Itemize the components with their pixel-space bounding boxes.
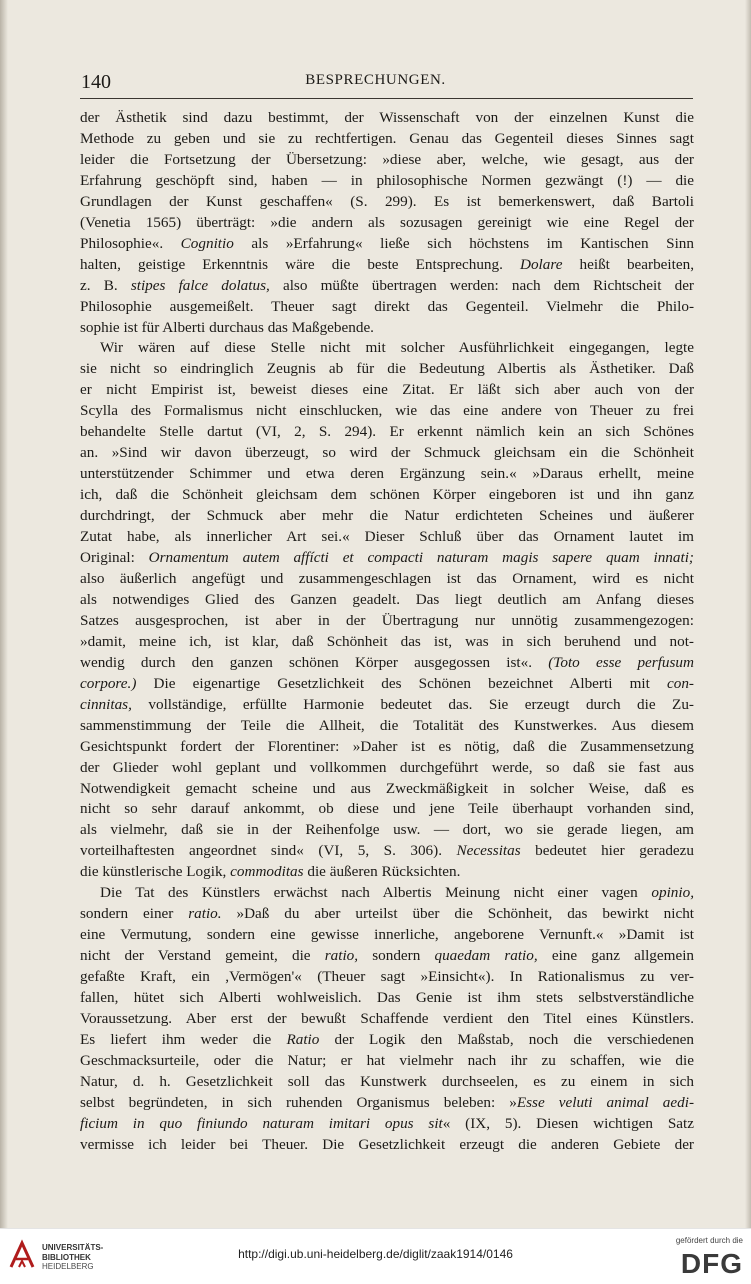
text-segment: sie nicht so eindringlich Zeugnis ab für die Bedeutung Albertis als Ästhetiker. Daß xyxy=(80,360,694,378)
text-segment: unterstützender Schimmer und etwa deren Ergänzung sein.« »Daraus erhellt, meine xyxy=(80,465,694,483)
text-line xyxy=(80,737,694,758)
text-segment: als vielmehr, daß sie in der Reihenfolge usw. — dort, wo sie gerade liegen, am xyxy=(80,821,694,839)
text-line xyxy=(80,338,694,359)
italic-text-segment: ratio, xyxy=(324,947,359,965)
text-line xyxy=(80,653,694,674)
text-line xyxy=(80,799,694,820)
italic-text-segment: ficium in quo finiundo naturam imitari opus sit xyxy=(80,1114,443,1132)
text-segment: Die Tat des Künstlers erwächst nach Albertis Meinung nicht einer vagen xyxy=(100,884,652,902)
text-segment: Wir wären auf diese Stelle nicht mit solcher Ausführlichkeit eingegangen, legte xyxy=(100,339,694,357)
text-line xyxy=(80,1072,694,1093)
text-segment: Grundlagen der Kunst geschaffen« (S. 299). Es ist bemerkenswert, daß Bartoli xyxy=(80,192,694,210)
italic-text-segment: (Toto esse perfusum xyxy=(548,653,694,671)
text-line xyxy=(80,485,694,506)
text-segment: er nicht Empirist ist, beweist dieses eine Zitat. Er läßt sich aber auch von der xyxy=(80,381,694,399)
text-line xyxy=(80,1093,694,1114)
text-segment: vermisse ich leider bei Theuer. Die Gesetzlichkeit erzeugt die anderen Gebiete der xyxy=(80,1135,694,1153)
page-edge-right xyxy=(745,0,751,1228)
text-segment: eine Vermutung, sondern eine gewisse innerliche, angeborene Vernunft.« »Damit ist xyxy=(80,926,694,944)
text-segment: eine ganz allgemein xyxy=(537,947,695,965)
dfg-logo[interactable]: DFG xyxy=(680,1248,743,1279)
text-line xyxy=(80,171,694,192)
text-segment: leider die Fortsetzung der Übersetzung: »diese aber, welche, wie gesagt, aus der xyxy=(80,150,694,168)
text-line xyxy=(80,1114,694,1135)
text-segment: heißt bearbeiten, xyxy=(562,255,694,273)
text-segment: die äußeren Rücksichten. xyxy=(303,863,461,881)
text-line xyxy=(80,967,694,988)
text-line xyxy=(80,213,694,234)
text-line xyxy=(80,611,694,632)
text-segment: z. B. xyxy=(80,276,131,294)
text-line xyxy=(80,1051,694,1072)
italic-text-segment: Dolare xyxy=(519,255,563,273)
text-segment: Die eigenartige Gesetzlichkeit des Schönen bezeichnet Alberti mit xyxy=(136,674,667,692)
text-line xyxy=(80,422,694,443)
text-segment: fallen, hütet sich Alberti wohlweislich. Das Genie ist ihm stets selbstverständliche xyxy=(80,989,694,1007)
text-segment: gefaßte Kraft, ein ,Vermögen'« (Theuer sagt »Einsicht«). In Rationalismus zu ver- xyxy=(80,968,694,986)
text-line xyxy=(80,716,694,737)
funding-label: gefördert durch die xyxy=(675,1236,743,1245)
text-segment: Original: xyxy=(80,549,149,567)
text-segment: selbst begründeten, in sich ruhenden Organismus beleben: » xyxy=(80,1093,517,1111)
text-segment: Methode zu geben und sie zu rechtfertigen. Genau das Gegenteil dieses Sinnes sagt xyxy=(80,129,694,147)
italic-text-segment: ratio. xyxy=(188,905,222,923)
text-segment: Satzes ausgesprochen, ist aber in der Übertragung nur unnötig zusammengezogen: xyxy=(80,611,694,629)
text-line xyxy=(80,758,694,779)
text-segment: Natur, d. h. Gesetzlichkeit soll das Kunstwerk durchseelen, es zu einem in sich xyxy=(80,1072,694,1090)
text-segment: also müßte übertragen werden: nach dem Richtscheit der xyxy=(269,276,694,294)
text-line xyxy=(80,297,694,318)
text-line xyxy=(80,1135,694,1156)
text-line xyxy=(80,359,694,380)
text-segment: also äußerlich angefügt und zusammengeschlagen ist das Ornament, wird es nicht xyxy=(80,569,694,587)
text-line xyxy=(80,527,694,548)
library-name-line2: BIBLIOTHEK xyxy=(42,1252,91,1262)
text-segment: « (IX, 5). Diesen wichtigen Satz xyxy=(442,1114,694,1132)
italic-text-segment: commoditas xyxy=(230,863,304,881)
text-segment: Zutat habe, als innerlicher Art sei.« Dieser Schluß über das Ornament lautet im xyxy=(80,528,694,546)
text-segment: der Ästhetik sind dazu bestimmt, der Wissenschaft von der einzelnen Kunst die xyxy=(80,109,694,126)
text-line xyxy=(80,401,694,422)
text-line xyxy=(80,255,694,276)
text-segment: Voraussetzung. Aber erst der bewußt Schaffende verdient den Titel eines Künstlers. xyxy=(80,1009,694,1027)
text-line xyxy=(80,925,694,946)
italic-text-segment: Esse veluti animal aedi- xyxy=(516,1093,694,1111)
header-rule xyxy=(80,98,693,99)
page-number: 140 xyxy=(81,71,111,93)
text-line xyxy=(80,883,694,904)
text-line xyxy=(80,108,694,129)
text-line xyxy=(80,674,694,695)
library-name-line1: UNIVERSITÄTS- xyxy=(42,1243,104,1252)
text-segment: sophie ist für Alberti durchaus das Maßgebende. xyxy=(80,318,374,336)
text-segment: behandelte Stelle dartut (VI, 2, S. 294). Er erkennt nämlich kein an sich Schönes xyxy=(80,423,694,441)
text-segment: Notwendigkeit gemacht scheine und aus Zweckmäßigkeit in solcher Weise, daß es xyxy=(80,779,694,797)
italic-text-segment: stipes falce dolatus, xyxy=(130,276,270,294)
text-line xyxy=(80,695,694,716)
text-segment: »Daß du aber urteilst über die Schönheit, das bewirkt nicht xyxy=(221,905,695,923)
text-segment: sondern xyxy=(358,947,435,965)
italic-text-segment: Necessitas xyxy=(456,842,521,860)
text-segment: Erfahrung geschöpft sind, haben — in philosophische Normen gezwängt (!) — die xyxy=(80,171,694,189)
text-line xyxy=(80,569,694,590)
text-segment: die künstlerische Logik, xyxy=(80,863,231,881)
text-line xyxy=(80,904,694,925)
text-segment: Geschmacksurteile, oder die Natur; er hat vielmehr nach ihr zu schaffen, wie die xyxy=(80,1051,694,1069)
text-segment: Gesichtspunkt fordert der Florentiner: »Daher ist es nötig, daß die Zusammensetzung xyxy=(80,737,694,755)
text-line xyxy=(80,862,694,883)
body-text xyxy=(80,108,694,1156)
text-segment: Es liefert ihm weder die xyxy=(80,1030,287,1048)
text-line xyxy=(80,590,694,611)
text-segment: durchdringt, der Schmuck aber mehr die Natur erdichteten Scheines und äußerer xyxy=(80,507,694,525)
text-segment: wendig durch den ganzen schönen Körper ausgegossen ist«. xyxy=(80,653,549,671)
text-line xyxy=(80,234,694,255)
text-line xyxy=(80,946,694,967)
text-segment: bedeutet hier geradezu xyxy=(520,842,695,860)
text-line xyxy=(80,632,694,653)
text-segment: an. »Sind wir davon überzeugt, so wird der Schmuck gleichsam ein die Schönheit xyxy=(80,444,694,462)
italic-text-segment: Ornamentum autem affícti et compacti naturam magis sapere quam innati; xyxy=(148,549,694,567)
text-segment: nicht der Verstand gemeint, die xyxy=(80,947,325,965)
text-segment: Philosophie«. xyxy=(80,234,181,252)
text-line xyxy=(80,192,694,213)
page-edge-left xyxy=(0,0,8,1228)
text-line xyxy=(80,443,694,464)
viewer-footer xyxy=(0,1228,751,1284)
text-segment: als notwendiges Glied des Ganzen geadelt. Das liegt deutlich am Anfang dieses xyxy=(80,590,694,608)
italic-text-segment: corpore.) xyxy=(80,674,137,692)
text-segment: der Logik den Maßstab, noch die verschiedenen xyxy=(319,1030,694,1048)
permalink-url[interactable]: http://digi.ub.uni-heidelberg.de/diglit/zaak1914/0146 xyxy=(238,1247,513,1261)
italic-text-segment: con- xyxy=(667,674,694,692)
text-line xyxy=(80,276,694,297)
text-line xyxy=(80,150,694,171)
text-line xyxy=(80,779,694,800)
text-line xyxy=(80,464,694,485)
text-line xyxy=(80,820,694,841)
text-segment: nicht so sehr darauf ankommt, ob diese und jene Teile überhaupt vorhanden sind, xyxy=(80,800,694,818)
italic-text-segment: opinio, xyxy=(651,884,694,902)
text-line xyxy=(80,129,694,150)
text-line xyxy=(80,1009,694,1030)
text-segment: »damit, meine ich, ist klar, daß Schönheit das ist, was in sich beruhend und not- xyxy=(80,632,694,650)
text-segment: Scylla des Formalismus nicht einschlucken, wie das eine andere von Theuer zu frei xyxy=(80,402,694,420)
text-segment: vollständige, erfüllte Harmonie bedeutet das. Sie erzeugt durch die Zu- xyxy=(131,695,694,713)
text-line xyxy=(80,988,694,1009)
text-line xyxy=(80,380,694,401)
text-segment: vorteilhaftesten angeordnet sind« (VI, 5, S. 306). xyxy=(80,842,457,860)
text-segment: als »Erfahrung« ließe sich höchstens im Kantischen Sinn xyxy=(233,234,694,252)
text-segment: Philosophie ausgemeißelt. Theuer sagt direkt das Gegenteil. Vielmehr die Philo- xyxy=(80,297,694,315)
italic-text-segment: quaedam ratio, xyxy=(434,947,538,965)
italic-text-segment: cinnitas, xyxy=(80,695,132,713)
text-segment: halten, geistige Erkenntnis wäre die beste Entsprechung. xyxy=(80,255,520,273)
library-name-line3: HEIDELBERG xyxy=(42,1262,94,1271)
text-line xyxy=(80,318,694,339)
text-segment: ich, daß die Schönheit gleichsam dem schönen Körper eingeboren ist und ihn ganz xyxy=(80,486,694,504)
text-line xyxy=(80,548,694,569)
text-line xyxy=(80,1030,694,1051)
text-segment: (Venetia 1565) überträgt: »die andern als sozusagen gereinigt wie eine Regel der xyxy=(80,213,694,231)
italic-text-segment: Ratio xyxy=(286,1030,320,1048)
running-head: BESPRECHUNGEN. xyxy=(305,72,446,88)
text-line xyxy=(80,841,694,862)
text-segment: sammenstimmung der Teile die Allheit, die Totalität des Kunstwerkes. Aus diesem xyxy=(80,716,694,734)
italic-text-segment: Cognitio xyxy=(180,234,234,252)
text-line xyxy=(80,506,694,527)
text-segment: sondern einer xyxy=(80,905,189,923)
text-segment: der Glieder wohl geplant und vollkommen durchgeführt werde, so daß sie fast aus xyxy=(80,758,694,776)
